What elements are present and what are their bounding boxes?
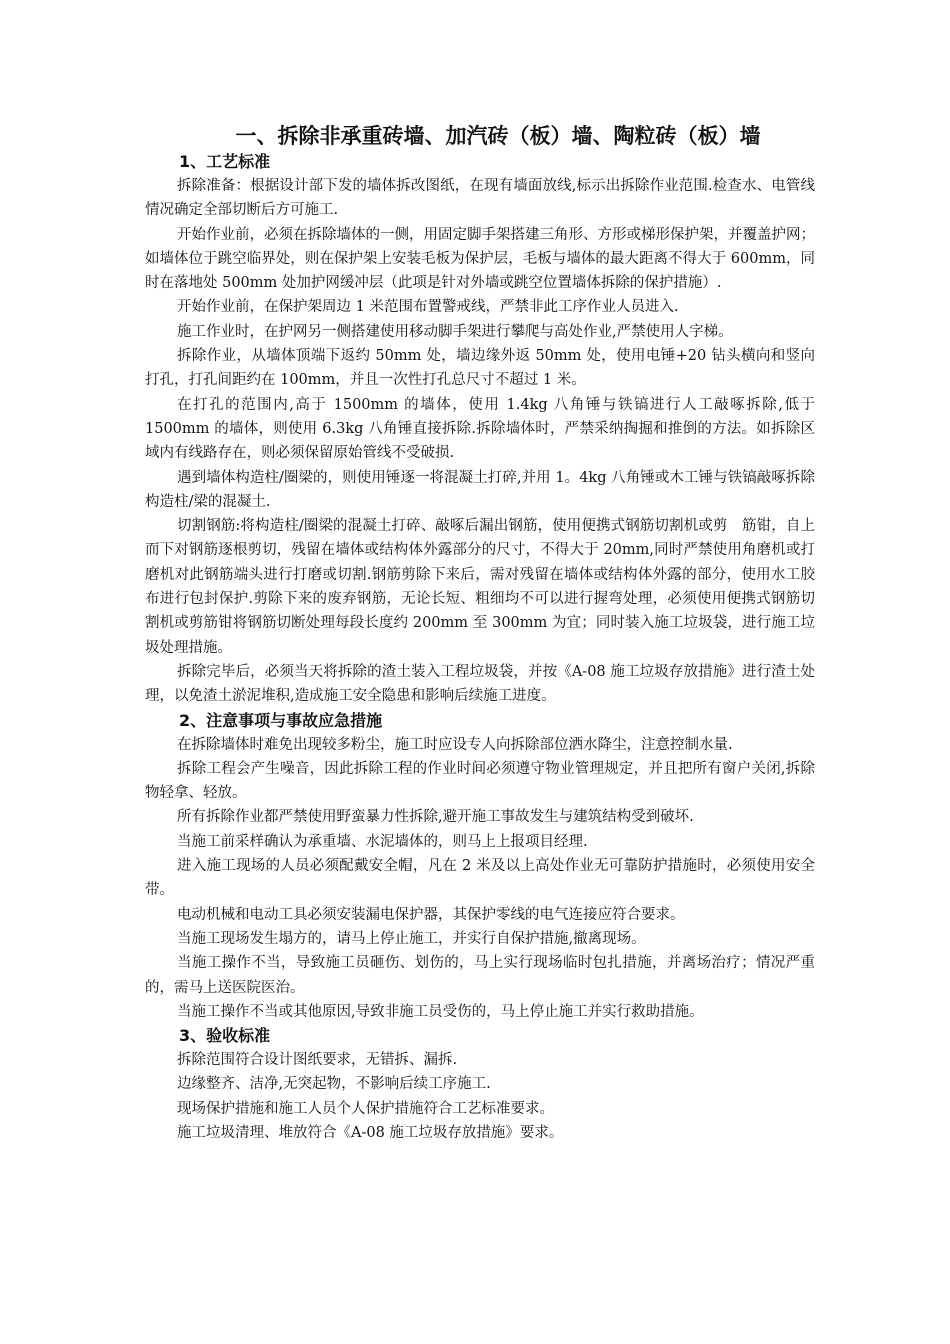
paragraph: 开始作业前，在保护架周边 1 米范围布置警戒线，严禁非此工序作业人员进入. [177, 299, 679, 316]
paragraph: 电动机械和电动工具必须安装漏电保护器，其保护零线的电气连接应符合要求。 [177, 906, 685, 923]
paragraph: 拆除准备：根据设计部下发的墙体拆改图纸，在现有墙面放线,标示出拆除作业范围.检查水、电管线情况确定全部切断后方可施工. [145, 178, 815, 219]
paragraph: 所有拆除作业都严禁使用野蛮暴力性拆除,避开施工事故发生与建筑结构受到破坏. [177, 809, 694, 826]
paragraph: 拆除完毕后，必须当天将拆除的渣土装入工程垃圾袋，并按《A-08 施工垃圾存放措施》进行渣土处理，以免渣土淤泥堆积,造成施工安全隐患和影响后续施工进度。 [145, 663, 815, 705]
paragraph: 拆除作业，从墙体顶端下返约 50mm 处，墙边缘外返 50mm 处，使用电锤+20 钻头横向和竖向打孔，打孔间距约在 100mm，并且一次性打孔总尺寸不超过 1 米。 [145, 348, 815, 389]
paragraph: 遇到墙体构造柱/圈梁的，则使用锤逐一将混凝土打碎,并用 1。4kg 八角锤或木工锤与铁镐敲啄拆除构造柱/梁的混凝土. [145, 469, 815, 510]
paragraph: 施工作业时，在护网另一侧搭建使用移动脚手架进行攀爬与高处作业,严禁使用人字梯。 [177, 323, 733, 340]
paragraph: 当施工操作不当或其他原因,导致非施工员受伤的，马上停止施工并实行救助措施。 [177, 1003, 704, 1020]
paragraph: 当施工操作不当，导致施工员砸伤、划伤的，马上实行现场临时包扎措施，并离场治疗；情况严重的，需马上送医院医治。 [145, 955, 815, 996]
paragraph: 在打孔的范围内,高于 1500mm 的墙体，使用 1.4kg 八角锤与铁镐进行人工敲啄拆除,低于 1500mm 的墙体，则使用 6.3kg 八角锤直接拆除.拆除墙体时，严禁采纳掏掘和推倒的方法。如拆除区域内有线路存在，则必须保留原始管线不受破损. [145, 396, 815, 462]
section-heading-precautions: 2、注意事项与事故应急措施 [179, 710, 383, 730]
paragraph: 开始作业前，必须在拆除墙体的一侧，用固定脚手架搭建三角形、方形或梯形保护架，并覆盖护网；如墙体位于跳空临界处，则在保护架上安装毛板为保护层，毛板与墙体的最大距离不得大于 600mm，同时在落地处 500mm 处加护网缓冲层（此项是针对外墙或跳空位置墙体拆除的保护措施）. [145, 226, 815, 292]
paragraph: 现场保护措施和施工人员个人保护措施符合工艺标准要求。 [177, 1100, 554, 1117]
document-body [145, 150, 815, 1145]
document-title: 一、拆除非承重砖墙、加汽砖（板）墙、陶粒砖（板）墙 [235, 124, 761, 148]
paragraph: 拆除工程会产生噪音，因此拆除工程的作业时间必须遵守物业管理规定，并且把所有窗户关闭,拆除物轻拿、轻放。 [145, 760, 815, 802]
paragraph: 在拆除墙体时难免出现较多粉尘，施工时应设专人向拆除部位洒水降尘，注意控制水量. [177, 736, 733, 753]
paragraph: 施工垃圾清理、堆放符合《A-08 施工垃圾存放措施》要求。 [177, 1124, 564, 1141]
section-heading-acceptance-standard: 3、验收标准 [179, 1026, 271, 1046]
paragraph: 当施工前采样确认为承重墙、水泥墙体的，则马上上报项目经理. [177, 833, 588, 850]
paragraph: 当施工现场发生塌方的，请马上停止施工，并实行自保护措施,撤离现场。 [177, 930, 646, 947]
paragraph: 切割钢筋:将构造柱/圈梁的混凝土打碎、敲啄后漏出钢筋，使用便携式钢筋切割机或剪 筋钳，自上而下对钢筋逐根剪切，残留在墙体或结构体外露部分的尺寸，不得大于 20mm,同时严禁使用角磨机或打磨机对此钢筋端头进行打磨或切割.钢筋剪除下来后，需对残留在墙体或结构体外露的部分，使用水工胶布进行包封保护.剪除下来的废弃钢筋，无论长短、粗细均不可以进行握弯处理，必须使用便携式钢筋切割机或剪筋钳将钢筋切断处理每段长度约 200mm 至 300mm 为宜；同时装入施工垃圾袋，进行施工垃圾处理措施。 [145, 518, 815, 656]
paragraph: 拆除范围符合设计图纸要求，无错拆、漏拆. [177, 1052, 458, 1069]
paragraph: 进入施工现场的人员必须配戴安全帽，凡在 2 米及以上高处作业无可靠防护措施时，必须使用安全带。 [145, 858, 815, 899]
paragraph: 边缘整齐、洁净,无突起物，不影响后续工序施工. [177, 1076, 491, 1093]
section-heading-process-standard: 1、工艺标准 [179, 152, 271, 171]
